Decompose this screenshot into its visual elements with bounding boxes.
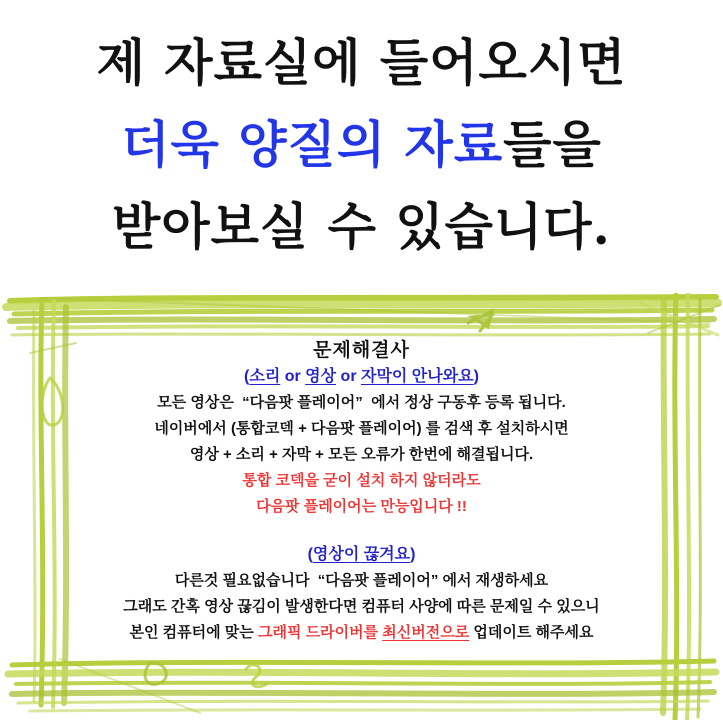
section1-heading-sep2: or xyxy=(336,368,361,385)
section1-heading-word3: 자막이 안나와요 xyxy=(360,368,474,385)
section1-heading-close: ) xyxy=(473,368,479,385)
section2-line-3 xyxy=(0,620,723,646)
section2-line-3-red: 그래픽 드라이버를 xyxy=(257,624,383,641)
section1-heading-open: ( xyxy=(244,368,250,385)
intro-line-1: 제 자료실에 들어오시면 xyxy=(96,33,627,92)
intro-line-2-highlight: 더욱 양질의 자료 xyxy=(121,115,504,174)
section1-line-3: 영상 + 소리 + 자막 + 모든 오류가 한번에 해결됩니다. xyxy=(189,446,534,463)
intro-line-2 xyxy=(121,104,602,186)
section2-heading-word1: 영상이 끊겨요 xyxy=(312,546,411,563)
notice-box xyxy=(0,293,723,720)
section1-red-line-2: 다음팟 플레이어는 만능입니다 !! xyxy=(256,498,467,515)
intro-headline xyxy=(0,0,723,293)
section2-line-3-pre: 본인 컴퓨터에 맞는 xyxy=(129,624,258,641)
notice-content xyxy=(0,293,723,720)
section1-heading xyxy=(0,364,723,390)
section2-line-3-red-underline: 최신버전으로 xyxy=(382,624,470,641)
section1-heading-sep1: or xyxy=(280,368,306,385)
section2-heading-close: ) xyxy=(410,546,416,563)
section2-line-1: 다른것 필요없습니다 “다음팟 플레이어” 에서 재생하세요 xyxy=(174,572,549,589)
section1-line-1: 모든 영상은 “다음팟 플레이어” 에서 정상 구동후 등록 됩니다. xyxy=(157,394,566,411)
intro-line-2-rest: 들을 xyxy=(503,115,602,174)
section2-line-3-post: 업데이트 해주세요 xyxy=(469,624,594,641)
section1-heading-word1: 소리 xyxy=(249,368,281,385)
section2-line-2: 그래도 간혹 영상 끊김이 발생한다면 컴퓨터 사양에 따른 문제일 수 있으니 xyxy=(123,598,600,615)
section2-heading xyxy=(0,542,723,568)
intro-line-3: 받아보실 수 있습니다. xyxy=(112,197,611,256)
section2-heading-open: ( xyxy=(307,546,313,563)
notice-title: 문제해결사 xyxy=(313,340,410,361)
section1-heading-word2: 영상 xyxy=(305,368,337,385)
section1-line-2: 네이버에서 (통합코덱 + 다음팟 플레이어) 를 검색 후 설치하시면 xyxy=(154,420,569,437)
section1-red-line-1: 통합 코덱을 굳이 설치 하지 않더라도 xyxy=(242,472,481,489)
